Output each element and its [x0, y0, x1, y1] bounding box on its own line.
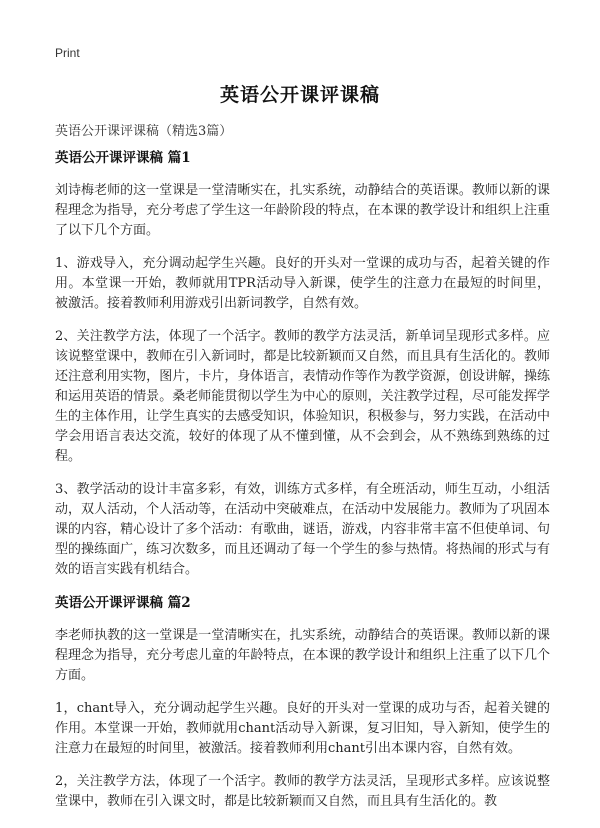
section-1 [55, 148, 550, 580]
document-subtitle: 英语公开课评课稿（精选3篇） [55, 124, 233, 139]
document-body [55, 148, 550, 825]
section-heading: 英语公开课评课稿 篇2 [55, 595, 191, 611]
section-heading: 英语公开课评课稿 篇1 [55, 150, 191, 166]
print-link[interactable]: Print [55, 46, 80, 60]
page-title: 英语公开课评课稿 [219, 84, 380, 106]
paragraph: 2，关注教学方法，体现了一个活字。教师的教学方法灵活，呈现形式多样。应该说整堂课中，教师在引入课文时，都是比较新颖而又自然，而且具有生活化的。教 [55, 774, 550, 809]
paragraph: 1、游戏导入，充分调动起学生兴趣。良好的开头对一堂课的成功与否，起着关键的作用。本堂课一开始，教师就用TPR活动导入新课，使学生的注意力在最短的时间里，被激活。接着教师利用游戏引出新词教学，自然有效。 [55, 256, 550, 311]
paragraph: 1，chant导入，充分调动起学生兴趣。良好的开头对一堂课的成功与否，起着关键的作用。本堂课一开始，教师就用chant活动导入新课，复习旧知，导入新知，使学生的注意力在最短的时间里，被激活。接着教师利用chant引出本课内容，自然有效。 [55, 701, 550, 756]
paragraph: 刘诗梅老师的这一堂课是一堂清晰实在，扎实系统，动静结合的英语课。教师以新的课程理念为指导，充分考虑了学生这一年龄阶段的特点，在本课的教学设计和组织上注重了以下几个方面。 [55, 183, 550, 238]
paragraph: 李老师执教的这一堂课是一堂清晰实在，扎实系统，动静结合的英语课。教师以新的课程理念为指导，充分考虑儿童的年龄特点，在本课的教学设计和组织上注重了以下几个方面。 [55, 628, 550, 683]
paragraph: 2、关注教学方法，体现了一个活字。教师的教学方法灵活，新单词呈现形式多样。应该说整堂课中，教师在引入新词时，都是比较新颖而又自然，而且具有生活化的。教师还注意利用实物，图片，卡片，身体语言，表情动作等作为教学资源，创设讲解，操练和运用英语的情景。桑老师能贯彻以学生为中心的原则，关注教学过程，尽可能发挥学生的主体作用，让学生真实的去感受知识，体验知识，积极参与，努力实践，在活动中学会用语言表达交流，较好的体现了从不懂到懂，从不会到会，从不熟练到熟练的过程。 [55, 329, 550, 464]
section-2 [55, 593, 550, 812]
paragraph: 3、教学活动的设计丰富多彩，有效，训练方式多样，有全班活动，师生互动，小组活动，双人活动，个人活动等，在活动中突破难点，在活动中发展能力。教师为了巩固本课的内容，精心设计了多个活动：有歌曲，谜语，游戏，内容非常丰富不但使单词、句型的操练面广，练习次数多，而且还调动了每一个学生的参与热情。将热闹的形式与有效的语言实践有机结合。 [55, 482, 550, 577]
